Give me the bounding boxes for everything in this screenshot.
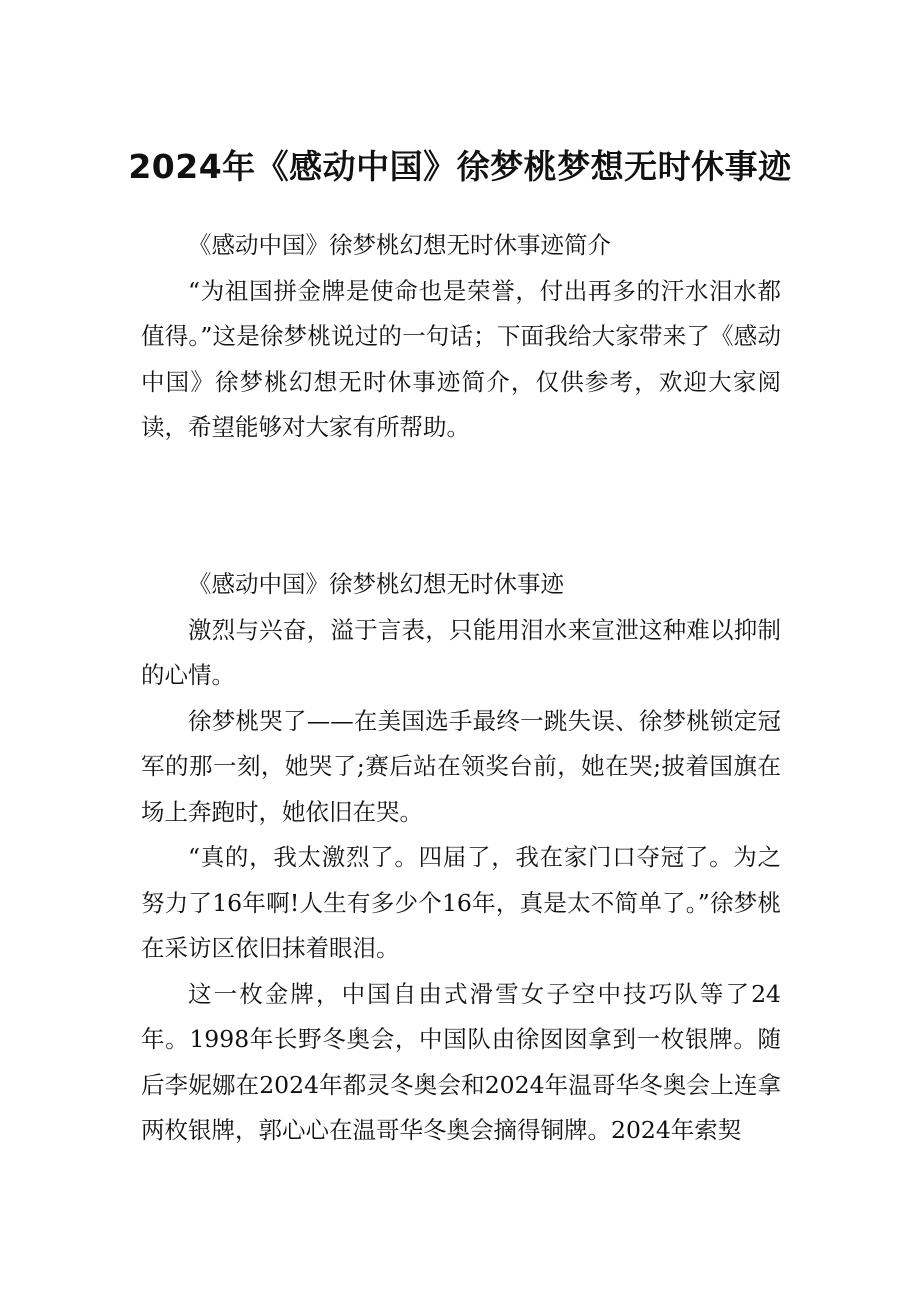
paragraph: “真的，我太激烈了。四届了，我在家门口夺冠了。为之努力了16年啊!人生有多少个16年，真是太不简单了。”徐梦桃在采访区依旧抹着眼泪。 bbox=[141, 843, 781, 962]
paragraph: 这一枚金牌，中国自由式滑雪女子空中技巧队等了24年。1998年长野冬奥会，中国队由徐囡囡拿到一枚银牌。随后李妮娜在2024年都灵冬奥会和2024年温哥华冬奥会上连拿两枚银牌，郭心心在温哥华冬奥会摘得铜牌。2024年索契 bbox=[141, 979, 781, 1144]
section-heading: 《感动中国》徐梦桃幻想无时休事迹简介 bbox=[188, 231, 611, 259]
paragraph: 徐梦桃哭了——在美国选手最终一跳失误、徐梦桃锁定冠军的那一刻，她哭了;赛后站在领奖台前，她在哭;披着国旗在场上奔跑时，她依旧在哭。 bbox=[141, 706, 781, 826]
paragraph: “为祖国拼金牌是使命也是荣誉，付出再多的汗水泪水都值得。”这是徐梦桃说过的一句话；下面我给大家带来了《感动中国》徐梦桃幻想无时休事迹简介，仅供参考，欢迎大家阅读，希望能够对大家有所帮助。 bbox=[141, 276, 781, 441]
paragraph: 激烈与兴奋，溢于言表，只能用泪水来宣泄这种难以抑制的心情。 bbox=[141, 615, 781, 689]
section-story bbox=[141, 562, 781, 1154]
section-heading: 《感动中国》徐梦桃幻想无时休事迹 bbox=[188, 570, 564, 598]
section-intro bbox=[141, 223, 781, 451]
document-title: 2024年《感动中国》徐梦桃梦想无时休事迹 bbox=[128, 147, 792, 186]
